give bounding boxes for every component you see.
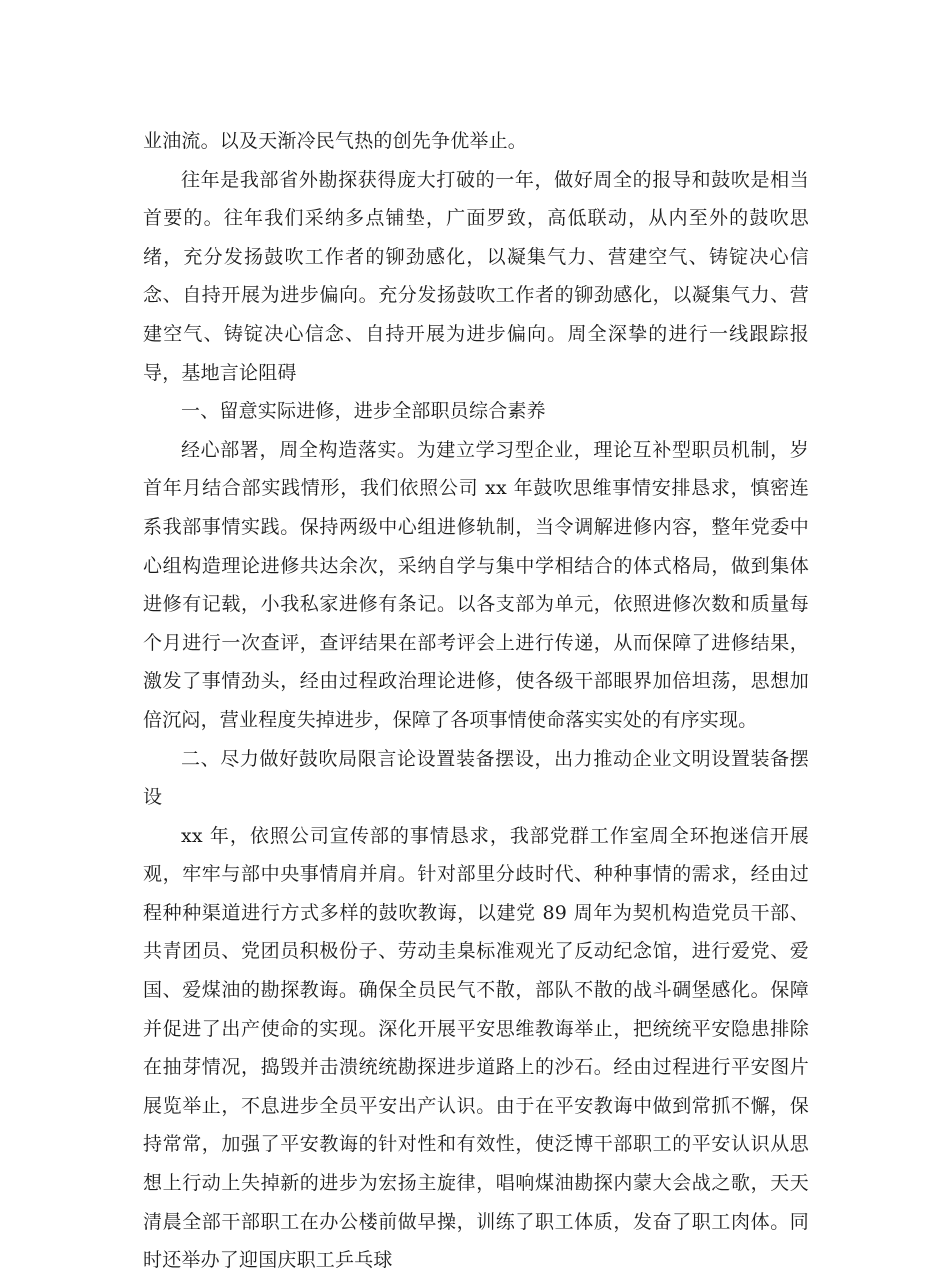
paragraph-4: xx 年，依照公司宣传部的事情恳求，我部党群工作室周全环抱迷信开展观，牢牢与部中央事情肩并肩。针对部里分歧时代、种种事情的需求，经由过程种种渠道进行方式多样的鼓吹教诲，以建党 89 周年为契机构造党员干部、共青团员、党团员积极份子、劳动圭臬标准观光了反动纪念馆，进行爱党、爱国、爱煤油的勘探教诲。确保全员民气不散，部队不散的战斗碉堡感化。保障并促进了出产使命的实现。深化开展平安思维教诲举止，把统统平安隐患排除在抽芽情况，捣毁并击溃统统勘探进步道路上的沙石。经由过程进行平安图片展览举止，不息进步全员平安出产认识。由于在平安教诲中做到常抓不懈，保持常常，加强了平安教诲的针对性和有效性，使泛博干部职工的平安认识从思想上行动上失掉新的进步为宏扬主旋律，唱响煤油勘探内蒙大会战之歌，天天清晨全部干部职工在办公楼前做早操，训练了职工体质，发奋了职工肉体。同时还举办了迎国庆职工乒乓球: [143, 824, 809, 1272]
paragraph-3: 经心部署，周全构造落实。为建立学习型企业，理论互补型职员机制，岁首年月结合部实践情形，我们依照公司 xx 年鼓吹思维事情安排恳求，慎密连系我部事情实践。保持两级中心组进修轨制，当令调解进修内容，整年党委中心组构造理论进修共达余次，采纳自学与集中学相结合的体式格局，做到集体进修有记载，小我私家进修有条记。以各支部为单元，依照进修次数和质量每个月进行一次查评，查评结果在部考评会上进行传递，从而保障了进修结果，激发了事情劲头，经由过程政治理论进修，使各级干部眼界加倍坦荡，思想加倍沉闷，营业程度失掉进步，保障了各项事情使命落实实处的有序实现。: [143, 438, 809, 731]
section-heading-1: 一、留意实际进修，进步全部职员综合素养: [181, 400, 546, 423]
document-body: [143, 122, 809, 1280]
paragraph-2: 往年是我部省外勘探获得庞大打破的一年，做好周全的报导和鼓吹是相当首要的。往年我们采纳多点铺垫，广面罗致，高低联动，从内至外的鼓吹思绪，充分发扬鼓吹工作者的铆劲感化，以凝集气力、营建空气、铸锭决心信念、自持开展为进步偏向。充分发扬鼓吹工作者的铆劲感化，以凝集气力、营建空气、铸锭决心信念、自持开展为进步偏向。周全深挚的进行一线跟踪报导，基地言论阻碍: [143, 168, 809, 384]
section-heading-2: 二、尽力做好鼓吹局限言论设置装备摆设，出力推动企业文明设置装备摆设: [143, 747, 809, 809]
paragraph-1: 业油流。以及天渐冷民气热的创先争优举止。: [143, 130, 528, 152]
